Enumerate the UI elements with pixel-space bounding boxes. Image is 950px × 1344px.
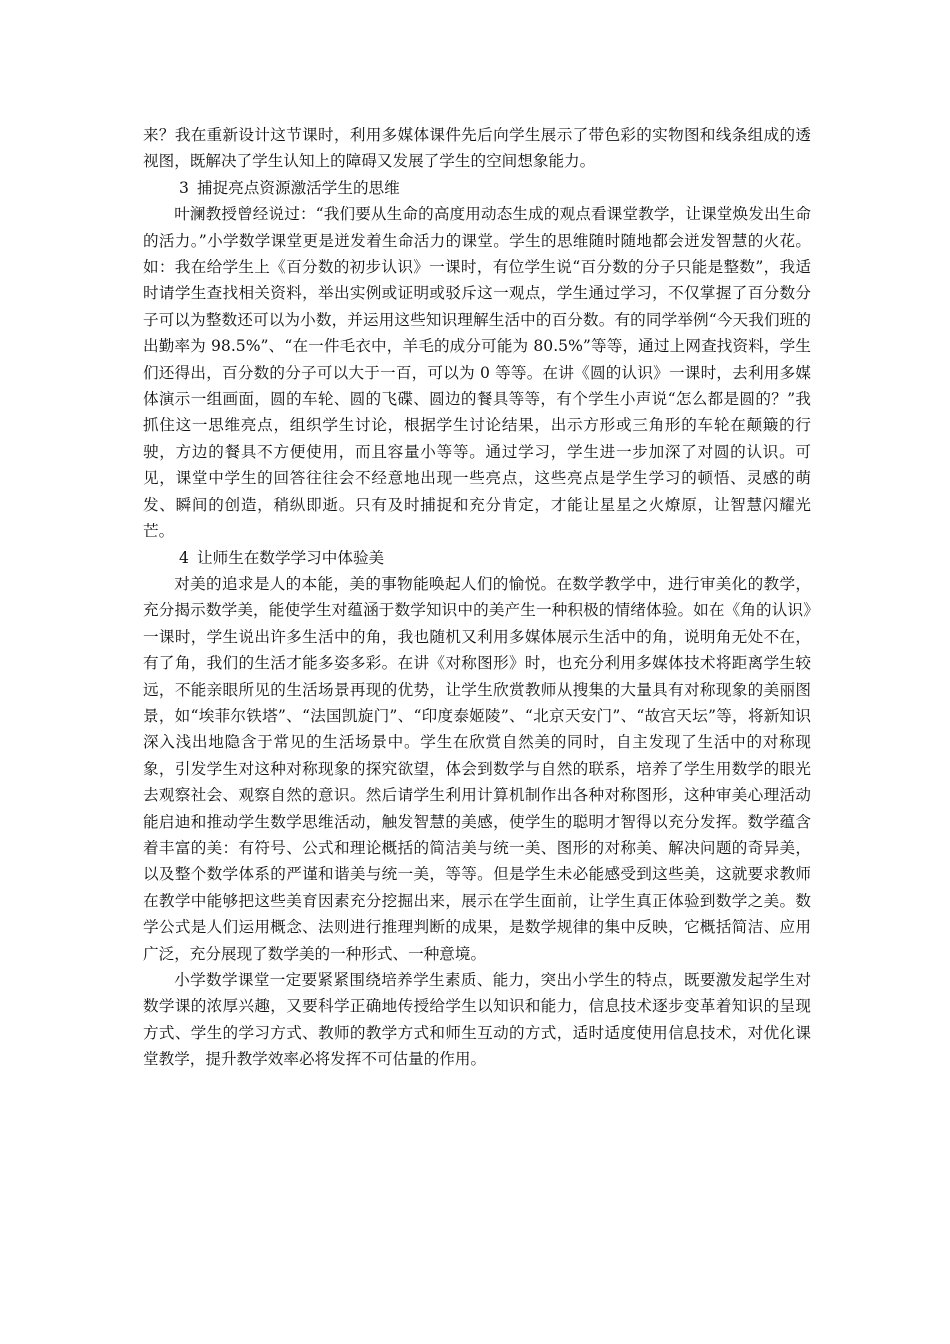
paragraph-highlight-resources: 叶澜教授曾经说过：“我们要从生命的高度用动态生成的观点看课堂教学，让课堂焕发出生命的活力。”小学数学课堂更是迸发着生命活力的课堂。学生的思维随时随地都会迸发智慧的火花。如：我在给学生上《百分数的初步认识》一课时，有位学生说“百分数的分子只能是整数”，我适时请学生查找相关资料，举出实例或证明或驳斥这一观点，学生通过学习，不仅掌握了百分数分子可以为整数还可以为小数，并运用这些知识理解生活中的百分数。有的同学举例“今天我们班的出勤率为 98.5%”、“在一件毛衣中，羊毛的成分可能为 80.5%”等等，通过上网查找资料，学生们还得出，百分数的分子可以大于一百，可以为 0 等等。在讲《圆的认识》一课时，去利用多媒体演示一组画面，圆的车轮、圆的飞碟、圆边的餐具等等，有个学生小声说“怎么都是圆的？”我抓住这一思维亮点，组织学生讨论，根据学生讨论结果，出示方形或三角形的车轮在颠簸的行驶，方边的餐具不方便使用，而且容量小等等。通过学习，学生进一步加深了对圆的认识。可见，课堂中学生的回答往往会不经意地出现一些亮点，这些亮点是学生学习的顿悟、灵感的萌发、瞬间的创造，稍纵即逝。只有及时捕捉和充分肯定，才能让星星之火燎原，让智慧闪耀光芒。 — [143, 205, 811, 541]
paragraph-conclusion: 小学数学课堂一定要紧紧围绕培养学生素质、能力，突出小学生的特点，既要激发起学生对数学课的浓厚兴趣，又要科学正确地传授给学生以知识和能力，信息技术逐步变革着知识的呈现方式、学生的学习方式、教师的教学方式和师生互动的方式，适时适度使用信息技术，对优化课堂教学，提升教学效率必将发挥不可估量的作用。 — [143, 971, 811, 1069]
section-heading-4 — [143, 545, 811, 571]
paragraph-math-beauty: 对美的追求是人的本能，美的事物能唤起人们的愉悦。在数学教学中，进行审美化的教学，充分揭示数学美，能使学生对蕴涵于数学知识中的美产生一种积极的情绪体验。如在《角的认识》一课时，学生说出许多生活中的角，我也随机又利用多媒体展示生活中的角，说明角无处不在，有了角，我们的生活才能多姿多彩。在讲《对称图形》时，也充分利用多媒体技术将距离学生较远，不能亲眼所见的生活场景再现的优势，让学生欣赏教师从搜集的大量具有对称现象的美丽图景，如“埃菲尔铁塔”、“法国凯旋门”、“印度泰姬陵”、“北京天安门”、“故宫天坛”等，将新知识深入浅出地隐含于常见的生活场景中。学生在欣赏自然美的同时，自主发现了生活中的对称现象，引发学生对这种对称现象的探究欲望，体会到数学与自然的联系，培养了学生用数学的眼光去观察社会、观察自然的意识。然后请学生利用计算机制作出各种对称图形，这种审美心理活动能启迪和推动学生数学思维活动，触发智慧的美感，使学生的聪明才智得以充分发挥。数学蕴含着丰富的美：有符号、公式和理论概括的简洁美与统一美、图形的对称美、解决问题的奇异美，以及整个数学体系的严谨和谐美与统一美，等等。但是学生未必能感受到这些美，这就要求教师在教学中能够把这些美育因素充分挖掘出来，展示在学生面前，让学生真正体验到数学之美。数学公式是人们运用概念、法则进行推理判断的成果，是数学规律的集中反映，它概括简洁、应用广泛，充分展现了数学美的一种形式、一种意境。 — [143, 574, 811, 963]
paragraph-continuation: 来？我在重新设计这节课时，利用多媒体课件先后向学生展示了带色彩的实物图和线条组成的透视图，既解决了学生认知上的障碍又发展了学生的空间想象能力。 — [143, 126, 811, 171]
section-number: 4 — [179, 548, 189, 567]
section-title: 让师生在数学学习中体验美 — [197, 548, 385, 567]
section-heading-3 — [143, 175, 811, 201]
section-title: 捕捉亮点资源激活学生的思维 — [197, 178, 400, 197]
document-page — [143, 122, 811, 1073]
section-number: 3 — [179, 178, 189, 197]
